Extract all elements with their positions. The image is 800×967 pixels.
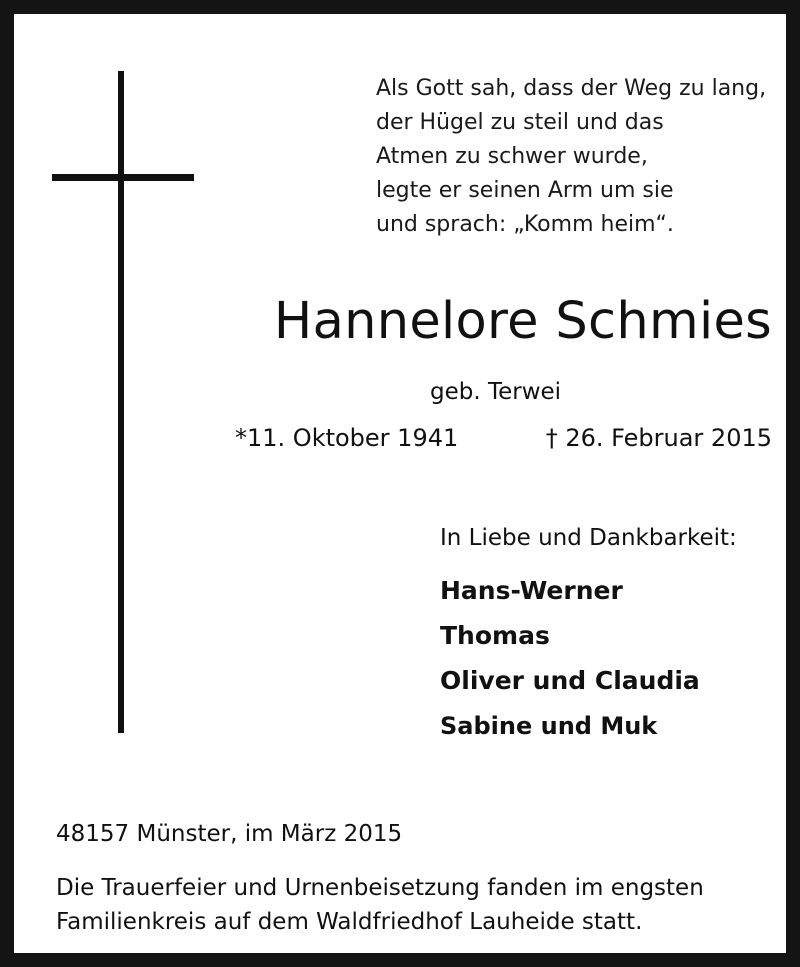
- death-date: † 26. Februar 2015: [545, 424, 772, 452]
- poem: [376, 72, 796, 242]
- mourner-name: Oliver und Claudia: [440, 666, 700, 695]
- mourners-list: [440, 570, 700, 750]
- cross-vertical-beam: [118, 71, 124, 733]
- poem-line: Als Gott sah, dass der Weg zu lang,: [376, 76, 767, 101]
- funeral-note-line: Die Trauerfeier und Urnenbeisetzung fanden im engsten: [56, 875, 704, 901]
- poem-line: und sprach: „Komm heim“.: [376, 212, 674, 237]
- mourners-intro: In Liebe und Dankbarkeit:: [440, 525, 737, 551]
- funeral-note: [56, 871, 776, 939]
- mourner-name: Thomas: [440, 621, 550, 650]
- poem-line: legte er seinen Arm um sie: [376, 178, 674, 203]
- mourner-name: Sabine und Muk: [440, 712, 658, 740]
- mourner-name: Hans-Werner: [440, 576, 623, 605]
- place-date: 48157 Münster, im März 2015: [56, 821, 403, 847]
- poem-line: der Hügel zu steil und das: [376, 110, 664, 135]
- maiden-name: geb. Terwei: [430, 379, 562, 405]
- funeral-note-line: Familienkreis auf dem Waldfriedhof Lauheide statt.: [56, 909, 643, 935]
- deceased-name: Hannelore Schmies: [273, 292, 772, 351]
- cross-horizontal-beam: [52, 174, 194, 181]
- birth-date: *11. Oktober 1941: [235, 424, 459, 452]
- poem-line: Atmen zu schwer wurde,: [376, 144, 648, 169]
